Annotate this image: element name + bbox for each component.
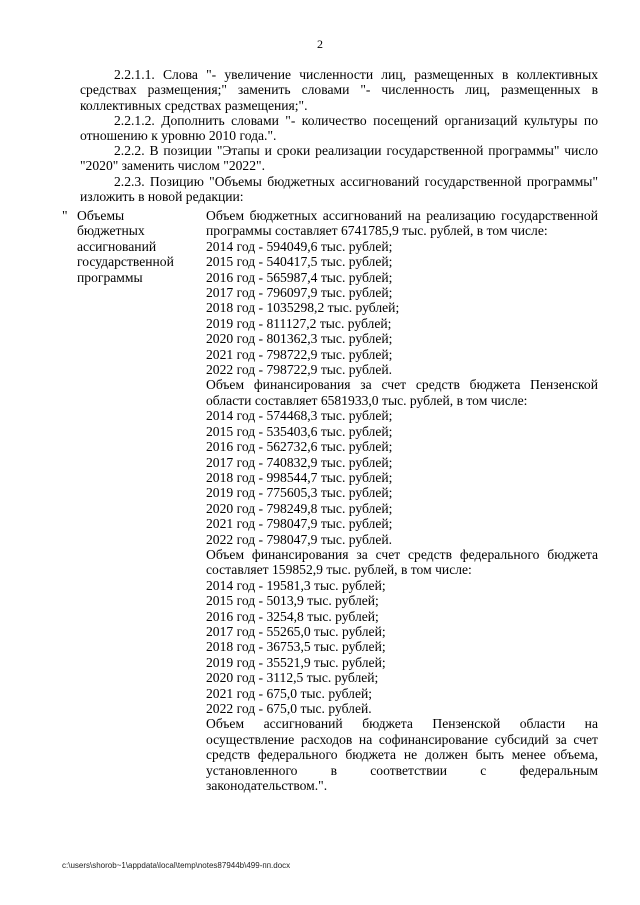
regional-intro: Объем финансирования за счет средств бюджета Пензенской области составляет 6581933,0 тыс. рублей, в том числе:: [206, 377, 598, 408]
opening-quote: ": [62, 208, 68, 223]
total-year-line: 2020 год - 801362,3 тыс. рублей;: [206, 331, 393, 347]
federal-years-list: [206, 578, 598, 717]
regional-year-line: 2020 год - 798249,8 тыс. рублей;: [206, 500, 393, 516]
regional-year-line: 2018 год - 998544,7 тыс. рублей;: [206, 469, 393, 485]
position-content: [206, 208, 598, 793]
page-number: 2: [317, 37, 323, 51]
position-title: [77, 208, 197, 285]
total-year-line: 2016 год - 565987,4 тыс. рублей;: [206, 269, 393, 285]
paragraph-2-2-1-2: 2.2.1.2. Дополнить словами "- количество посещений организаций культуры по отношению к уровню 2010 года.".: [80, 113, 598, 144]
position-title-line: ассигнований: [77, 238, 157, 254]
federal-intro: Объем финансирования за счет средств федерального бюджета составляет 159852,9 тыс. рублей, в том числе:: [206, 546, 598, 578]
total-year-line: 2022 год - 798722,9 тыс. рублей.: [206, 362, 393, 378]
total-year-line: 2017 год - 796097,9 тыс. рублей;: [206, 285, 393, 301]
paragraph-2-2-2: 2.2.2. В позиции "Этапы и сроки реализации государственной программы" число "2020" заменить числом "2022".: [80, 143, 598, 174]
federal-year-line: 2020 год - 3112,5 тыс. рублей;: [206, 670, 379, 686]
regional-year-line: 2022 год - 798047,9 тыс. рублей.: [206, 531, 393, 547]
regional-year-line: 2014 год - 574468,3 тыс. рублей;: [206, 408, 393, 424]
federal-year-line: 2018 год - 36753,5 тыс. рублей;: [206, 639, 386, 655]
federal-year-line: 2017 год - 55265,0 тыс. рублей;: [206, 623, 386, 639]
regional-year-line: 2017 год - 740832,9 тыс. рублей;: [206, 454, 393, 470]
paragraph-2-2-3: 2.2.3. Позицию "Объемы бюджетных ассигнований государственной программы" изложить в новой редакции:: [80, 174, 598, 205]
federal-year-line: 2015 год - 5013,9 тыс. рублей;: [206, 593, 379, 609]
federal-year-line: 2014 год - 19581,3 тыс. рублей;: [206, 577, 386, 593]
total-year-line: 2021 год - 798722,9 тыс. рублей;: [206, 346, 393, 362]
footer-file-path: c:\users\shorob~1\appdata\local\temp\notes87944b\499-пп.docx: [62, 861, 291, 870]
federal-year-line: 2021 год - 675,0 тыс. рублей;: [206, 685, 373, 701]
position-title-line: государственной: [77, 254, 174, 270]
total-year-line: 2015 год - 540417,5 тыс. рублей;: [206, 254, 393, 270]
total-years-list: [206, 239, 598, 378]
total-year-line: 2014 год - 594049,6 тыс. рублей;: [206, 238, 393, 254]
total-intro: Объем бюджетных ассигнований на реализацию государственной программы составляет 6741785,9 тыс. рублей, в том числе:: [206, 208, 598, 239]
federal-year-line: 2016 год - 3254,8 тыс. рублей;: [206, 608, 379, 624]
total-year-line: 2019 год - 811127,2 тыс. рублей;: [206, 315, 392, 331]
position-title-line: Объемы: [77, 208, 125, 223]
regional-year-line: 2019 год - 775605,3 тыс. рублей;: [206, 485, 393, 501]
federal-year-line: 2019 год - 35521,9 тыс. рублей;: [206, 654, 386, 670]
closing-paragraph: Объем ассигнований бюджета Пензенской области на осуществление расходов на софинансирование субсидий за счет средств федерального бюджета не должен быть менее объема, установленного в соответствии с федеральным законодательством.".: [206, 716, 598, 794]
position-title-line: бюджетных: [77, 223, 145, 239]
federal-year-line: 2022 год - 675,0 тыс. рублей.: [206, 701, 372, 716]
paragraph-2-2-1-1: 2.2.1.1. Слова "- увеличение численности лиц, размещенных в коллективных средствах размещения;" заменить словами "- численность лиц, размещенных в коллективных средствах размещения;".: [80, 67, 598, 113]
regional-year-line: 2021 год - 798047,9 тыс. рублей;: [206, 516, 393, 532]
regional-years-list: [206, 408, 598, 547]
position-title-line: программы: [77, 269, 143, 285]
regional-year-line: 2016 год - 562732,6 тыс. рублей;: [206, 439, 393, 455]
regional-year-line: 2015 год - 535403,6 тыс. рублей;: [206, 423, 393, 439]
total-year-line: 2018 год - 1035298,2 тыс. рублей;: [206, 300, 400, 316]
